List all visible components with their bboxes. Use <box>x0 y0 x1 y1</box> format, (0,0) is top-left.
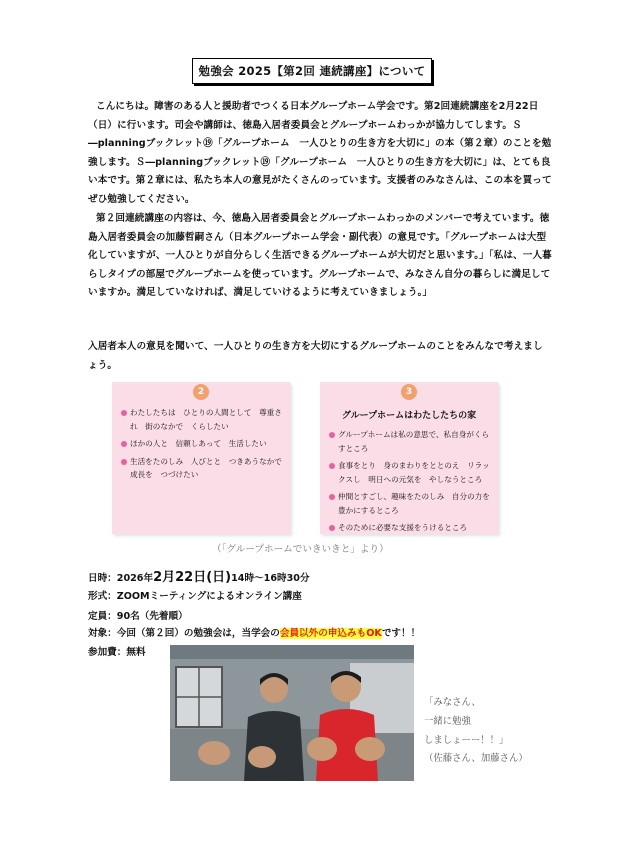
content-paragraph: 第２回連続講座の内容は、今、徳島入居者委員会とグループホームわっかのメンバーで考えています。徳島入居者委員会の加藤哲嗣さん（日本グループホーム学会・副代表）の意見です。「グループホームは大型化していますが、一人ひとりが自分らしく生活できるグループホームが大切だと思います。」「私は、一人暮らしタイプの部屋でグループホームを使っています。グループホームで、みなさん自分の暮らしに満足していますか。満足していなければ、満足していけるように考えていきましょう。」 <box>88 213 552 299</box>
highlight-text: 会員以外の申込みもOK <box>279 628 382 639</box>
list-item: グループホームは私の意思で、私自身がくらすところ <box>329 428 492 455</box>
presenters-photo <box>170 645 414 781</box>
bullet-dot-icon <box>121 441 127 447</box>
closing-paragraph: 入居者本人の意見を聞いて、一人ひとりの生き方を大切にするグループホームのことをみんなで考えましょう。 <box>88 341 543 371</box>
bullet-dot-icon <box>329 525 335 531</box>
card-title: グループホームはわたしたちの家 <box>341 411 477 421</box>
bullet-dot-icon <box>329 432 335 438</box>
principles-list <box>329 428 492 539</box>
list-item: 生活をたのしみ 人びとと つきあうなかで 成長を つづけたい <box>121 455 284 482</box>
list-item: そのために必要な支援をうけるところ <box>329 521 492 535</box>
card-number-badge: 3 <box>401 384 417 400</box>
bullet-dot-icon <box>329 463 335 469</box>
principles-card-3 <box>320 382 498 534</box>
speech-bubble: 「みなさん、 一緒に勉強 しましょーー！！」 <box>424 697 509 746</box>
list-item: 食事をとり 身のまわりをととのえ リラックスし 明日への元気を やしなうところ <box>329 459 492 486</box>
bullet-dot-icon <box>329 494 335 500</box>
page-title: 勉強会 2025【第2回 連続講座】について <box>192 58 432 84</box>
event-fee: 参加費：無料 <box>88 647 146 658</box>
list-item: わたしたちは ひとりの人間として 尊重され 街のなかで くらしたい <box>121 406 284 433</box>
bullet-dot-icon <box>121 459 127 465</box>
intro-paragraph: こんにちは。障害のある人と援助者でつくる日本グループホーム学会です。第2回連続講座を2月22日（日）に行います。司会や講師は、徳島入居者委員会とグループホームわっかが協力してします。Ｓ―planningブックレット⑲「グループホーム 一人ひとりの生き方を大切に」の本（第２章）のことを勉強します。Ｓ―planningブックレット⑲「グループホーム 一人ひとりの生き方を大切に」は、とても良い本です。第２章には、私たち本人の意見がたくさんのっています。支援者のみなさんは、この本を買ってぜひ勉強してください。 <box>88 101 552 205</box>
photo-illustration <box>170 645 414 781</box>
speaker-names: （佐藤さん、加藤さん） <box>424 753 528 764</box>
bullet-dot-icon <box>121 410 127 416</box>
list-item: ほかの人と 信頼しあって 生活したい <box>121 437 284 451</box>
principles-list <box>121 406 290 486</box>
image-caption: （「グループホームでいきいきと」より） <box>212 544 389 555</box>
event-date: 日時：2026年2月22日(日)14時〜16時30分 <box>88 570 310 585</box>
event-capacity: 定員：90名（先着順） <box>88 611 188 622</box>
card-number-badge: 2 <box>193 384 209 400</box>
event-target: 対象：今回（第２回）の勉強会は，当学会の会員以外の申込みもOKです！！ <box>88 628 421 639</box>
event-format: 形式：ZOOMミーティングによるオンライン講座 <box>88 591 302 602</box>
principles-card-2 <box>112 382 290 534</box>
list-item: 仲間とすごし、趣味をたのしみ 自分の力を豊かにするところ <box>329 490 492 517</box>
